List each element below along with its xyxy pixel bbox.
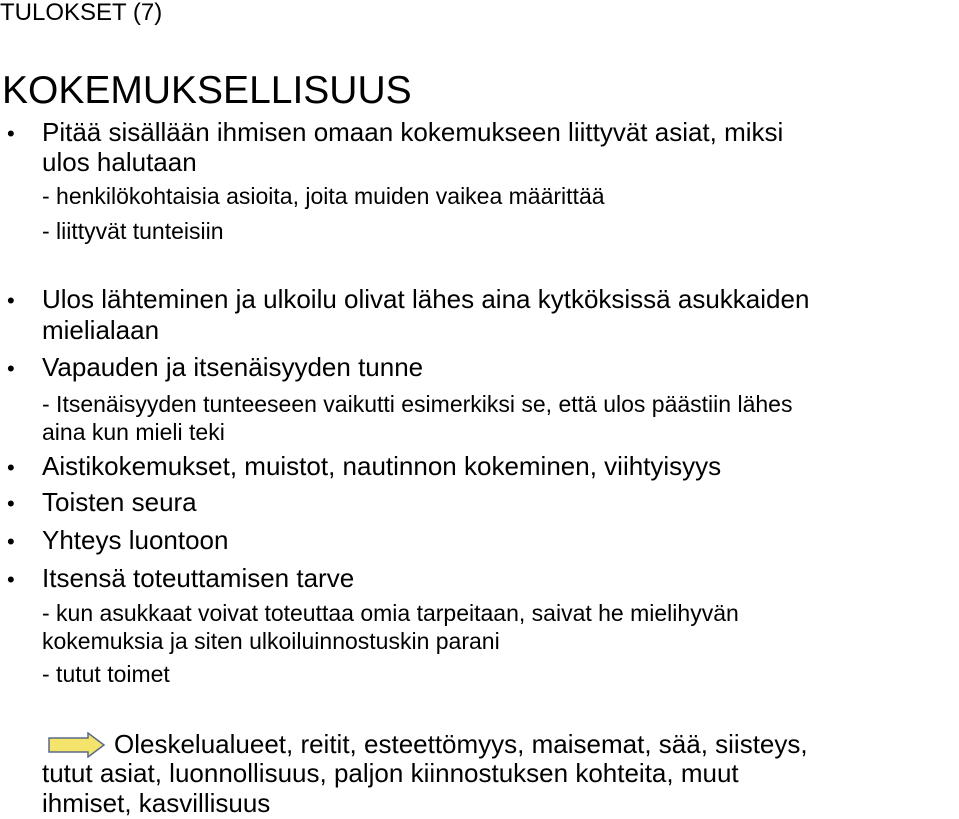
sub-item: - Itsenäisyyden tunteeseen vaikutti esimerkiksi se, että ulos päästiin lähes: [42, 391, 793, 417]
bullet-marker: •: [7, 121, 15, 146]
bullet-text: Yhteys luontoon: [42, 525, 229, 555]
sub-item-continued: kokemuksia ja siten ulkoiluinnostuskin parani: [42, 628, 500, 654]
sub-item: - liittyvät tunteisiin: [42, 218, 224, 244]
conclusion-text: Oleskelualueet, reitit, esteettömyys, maisemat, sää, siisteys,: [114, 729, 808, 759]
arrow-right-icon: [48, 732, 106, 758]
bullet-text: Ulos lähteminen ja ulkoilu olivat lähes aina kytköksissä asukkaiden: [42, 284, 810, 314]
bullet-text-continued: ulos halutaan: [42, 147, 197, 177]
bullet-marker: •: [7, 567, 15, 592]
bullet-marker: •: [7, 491, 15, 516]
bullet-text: Aistikokemukset, muistot, nautinnon kokeminen, viihtyisyys: [42, 451, 722, 481]
bullet-text: Pitää sisällään ihmisen omaan kokemukseen liittyvät asiat, miksi: [42, 117, 784, 147]
bullet-marker: •: [7, 455, 15, 480]
bullet-text-continued: mielialaan: [42, 315, 160, 345]
bullet-marker: •: [7, 529, 15, 554]
conclusion-text-continued: tutut asiat, luonnollisuus, paljon kiinnostuksen kohteita, muut: [42, 758, 739, 788]
bullet-text: Vapauden ja itsenäisyyden tunne: [42, 352, 424, 382]
bullet-text: Toisten seura: [42, 487, 197, 517]
bullet-text: Itsensä toteuttamisen tarve: [42, 563, 355, 593]
sub-item: - tutut toimet: [42, 661, 170, 687]
sub-item: - henkilökohtaisia asioita, joita muiden vaikea määrittää: [42, 183, 605, 209]
bullet-marker: •: [7, 288, 15, 313]
sub-item: - kun asukkaat voivat toteuttaa omia tarpeitaan, saivat he mielihyvän: [42, 600, 739, 626]
sub-item-continued: aina kun mieli teki: [42, 419, 225, 445]
slide-header: TULOKSET (7): [0, 0, 163, 26]
bullet-marker: •: [7, 356, 15, 381]
slide-title: KOKEMUKSELLISUUS: [2, 69, 412, 112]
conclusion-text-continued: ihmiset, kasvillisuus: [42, 788, 271, 818]
